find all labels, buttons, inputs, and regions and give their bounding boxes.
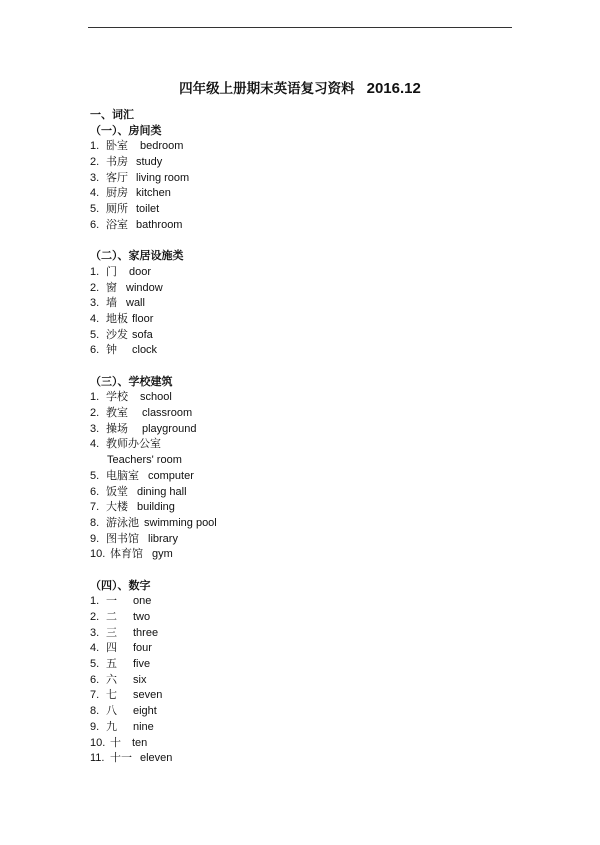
item-number: 6.: [90, 485, 100, 498]
item-number: 4.: [90, 642, 100, 655]
list-item: [90, 389, 510, 405]
item-english: wall: [126, 297, 145, 310]
item-english: eleven: [140, 752, 173, 765]
item-number: 5.: [90, 203, 100, 216]
item-english: library: [148, 532, 178, 545]
list-item: [90, 311, 510, 327]
item-english: study: [136, 156, 163, 169]
item-english: seven: [133, 689, 163, 702]
item-number: 5.: [90, 658, 100, 671]
page-title: [0, 77, 600, 99]
item-chinese: 卧室: [106, 139, 128, 153]
list-item: [90, 280, 510, 296]
item-english: school: [140, 391, 172, 404]
item-english: three: [133, 626, 159, 639]
item-number: 3.: [90, 297, 100, 310]
group-heading-school-buildings: （三）、学校建筑: [90, 374, 173, 388]
item-number: 1.: [90, 140, 100, 153]
item-english: computer: [148, 469, 194, 482]
item-english: five: [133, 658, 151, 671]
item-chinese: 书房: [106, 155, 128, 169]
item-chinese: 地板: [106, 311, 128, 325]
item-english: kitchen: [136, 187, 171, 200]
item-chinese: 厕所: [106, 202, 128, 216]
item-chinese: 四: [106, 641, 117, 655]
list-item: [90, 138, 510, 154]
item-number: 4.: [90, 438, 100, 451]
item-number: 9.: [90, 720, 100, 733]
item-chinese: 墙: [106, 296, 117, 310]
list-item: [90, 703, 510, 719]
item-english: Teachers' room: [107, 454, 182, 467]
item-chinese: 七: [106, 688, 117, 702]
group-heading-numbers: （四）、数字: [90, 578, 151, 592]
item-number: 8.: [90, 705, 100, 718]
item-chinese: 九: [106, 719, 117, 733]
item-number: 5.: [90, 469, 100, 482]
list-item: [90, 405, 510, 421]
list-item: [90, 295, 510, 311]
list-item: [90, 484, 510, 500]
item-number: 9.: [90, 532, 100, 545]
item-chinese: 客厅: [106, 170, 128, 184]
item-english: gym: [152, 548, 173, 561]
item-chinese: 窗: [106, 280, 117, 294]
item-chinese: 五: [106, 657, 117, 671]
list-item: [90, 170, 510, 186]
item-english: two: [133, 611, 151, 623]
item-chinese: 二: [106, 610, 117, 623]
vocabulary-content: [90, 107, 510, 766]
list-item: [90, 201, 510, 217]
item-chinese: 三: [106, 625, 117, 639]
title-year: 2016.12: [366, 80, 421, 97]
item-english: eight: [133, 705, 157, 718]
item-chinese: 六: [106, 672, 117, 686]
list-item: [90, 609, 510, 625]
list-item: [90, 593, 510, 609]
item-english: one: [133, 595, 152, 608]
item-english: door: [129, 265, 152, 278]
item-english: nine: [133, 720, 154, 733]
item-number: 2.: [90, 156, 100, 169]
item-number: 1.: [90, 265, 100, 278]
item-number: 5.: [90, 328, 100, 341]
item-number: 10.: [90, 736, 106, 749]
item-number: 7.: [90, 689, 100, 702]
list-item: [90, 421, 510, 437]
item-number: 6.: [90, 218, 100, 231]
list-item: [90, 217, 510, 233]
item-number: 2.: [90, 611, 100, 623]
item-number: 7.: [90, 501, 100, 514]
item-english: living room: [136, 171, 190, 184]
item-chinese: 八: [106, 704, 117, 718]
item-chinese: 浴室: [106, 217, 128, 231]
item-chinese: 教师办公室: [106, 437, 161, 451]
item-number: 3.: [90, 422, 100, 435]
list-item: [90, 750, 510, 766]
item-english: floor: [132, 312, 154, 325]
item-chinese: 教室: [106, 406, 128, 420]
list-item: [90, 687, 510, 703]
list-item: [90, 342, 510, 358]
item-chinese: 电脑室: [106, 468, 139, 482]
title-text: 四年级上册期末英语复习资料: [179, 81, 355, 97]
item-number: 1.: [90, 595, 100, 608]
item-chinese: 体育馆: [110, 547, 143, 561]
item-english: dining hall: [137, 485, 187, 498]
item-number: 6.: [90, 344, 100, 357]
item-number: 4.: [90, 187, 100, 200]
item-chinese: 一: [106, 594, 117, 608]
group-heading-furnishings: （二）、家居设施类: [90, 249, 184, 263]
list-item: [90, 625, 510, 641]
item-english: six: [133, 673, 147, 686]
list-item: [90, 264, 510, 280]
item-chinese: 沙发: [106, 327, 128, 341]
item-number: 4.: [90, 312, 100, 325]
list-item: [90, 672, 510, 688]
item-number: 11.: [90, 752, 105, 765]
item-chinese: 大楼: [106, 500, 128, 514]
item-english: bathroom: [136, 218, 183, 231]
item-chinese: 十: [110, 735, 121, 749]
list-item-continuation: [90, 452, 510, 468]
item-number: 10.: [90, 548, 106, 561]
list-item: [90, 719, 510, 735]
list-item: [90, 515, 510, 531]
item-number: 2.: [90, 281, 100, 294]
section-heading-vocabulary: 一、词汇: [90, 108, 134, 121]
item-chinese: 操场: [106, 421, 128, 435]
item-number: 3.: [90, 171, 100, 184]
list-item: [90, 185, 510, 201]
list-item: [90, 656, 510, 672]
item-english: toilet: [136, 203, 160, 216]
group-heading-rooms: （一）、房间类: [90, 123, 162, 137]
item-chinese: 图书馆: [106, 531, 139, 545]
list-item: [90, 546, 510, 562]
item-english: building: [137, 501, 175, 514]
list-item: [90, 640, 510, 656]
item-number: 8.: [90, 516, 100, 529]
list-item: [90, 499, 510, 515]
item-english: playground: [142, 422, 197, 435]
item-chinese: 厨房: [106, 186, 128, 200]
item-number: 3.: [90, 626, 100, 639]
item-english: bedroom: [140, 140, 184, 153]
item-english: clock: [132, 344, 158, 357]
item-english: ten: [132, 736, 148, 749]
list-item: [90, 327, 510, 343]
list-item: [90, 154, 510, 170]
item-english: window: [126, 281, 163, 294]
item-chinese: 门: [106, 264, 117, 278]
item-english: sofa: [132, 328, 153, 341]
list-item: [90, 468, 510, 484]
item-english: classroom: [142, 407, 193, 420]
item-number: 6.: [90, 673, 100, 686]
list-item: [90, 531, 510, 547]
item-english: swimming pool: [144, 516, 217, 529]
list-item: [90, 735, 510, 751]
item-chinese: 学校: [106, 390, 128, 404]
list-item: [90, 436, 510, 452]
item-english: four: [133, 642, 152, 655]
item-number: 1.: [90, 391, 100, 404]
item-number: 2.: [90, 407, 100, 420]
item-chinese: 游泳池: [106, 515, 139, 529]
header-rule: [88, 27, 512, 28]
item-chinese: 钟: [106, 343, 117, 357]
item-chinese: 饭堂: [106, 484, 128, 498]
item-chinese: 十一: [110, 751, 132, 765]
